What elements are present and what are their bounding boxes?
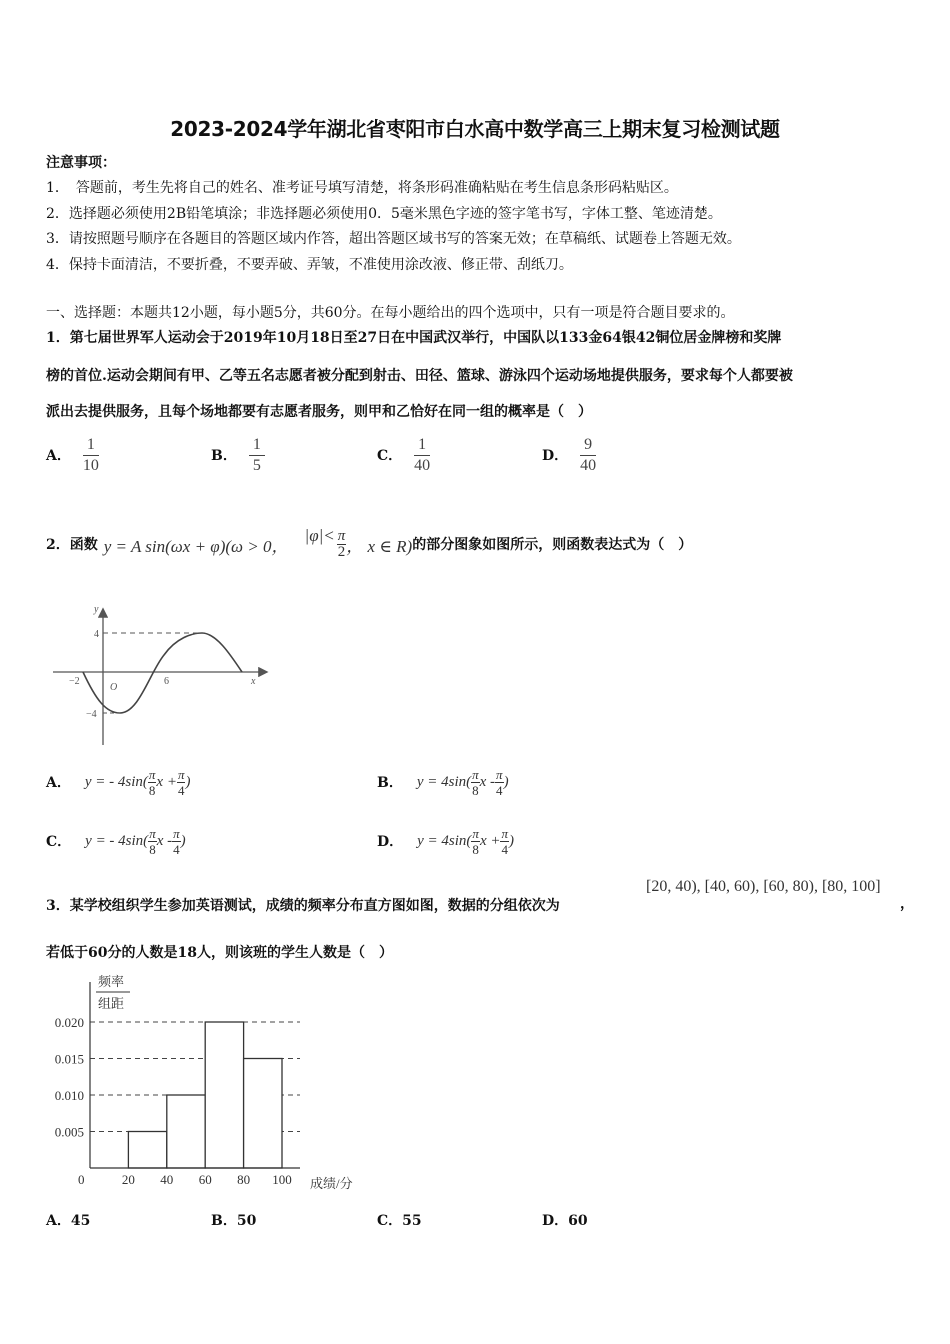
q2-option-c[interactable]: C． y = - 4sin( $\frac{\pi}{8}$ x - $\frac{\pi}{4}$ ): [46, 825, 186, 857]
q3-option-d[interactable]: D．60: [542, 1213, 588, 1229]
option-label: C．: [46, 834, 72, 850]
option-label: A．: [46, 448, 71, 464]
histogram-bar: [128, 1132, 166, 1169]
q2-option-d[interactable]: D． y = 4sin( $\frac{\pi}{8}$ x + $\frac{\pi}{4}$ ): [377, 825, 514, 857]
q3-option-b[interactable]: B．50: [211, 1213, 257, 1229]
q2-condition: |φ|<: [304, 526, 335, 545]
q1-text-line: 派出去提供服务，且每个场地都要有志愿者服务，则甲和乙恰好在同一组的概率是（ ）: [46, 404, 592, 420]
y-axis-label-bottom: 组距: [98, 996, 125, 1011]
fraction: $\frac{\pi}{4}$: [173, 825, 180, 857]
q1-option-a[interactable]: [46, 436, 99, 475]
q1-text-line: 1．第七届世界军人运动会于2019年10月18日至27日在中国武汉举行，中国队以133金64银42铜位居金牌榜和奖牌: [46, 330, 782, 346]
q1-option-c[interactable]: [377, 436, 430, 475]
y-tick-label: 0.020: [54, 1015, 84, 1030]
y-axis-label-top: 频率: [98, 974, 125, 989]
fraction: $\frac{\pi}{8}$: [472, 825, 479, 857]
fraction: $\frac{\pi}{8}$: [149, 825, 156, 857]
x-tick-label: 100: [272, 1172, 292, 1187]
notice-item: 4．保持卡面清洁，不要折叠，不要弄破、弄皱，不准使用涂改液、修正带、刮纸刀。: [46, 257, 573, 273]
tick-label: −4: [86, 709, 97, 720]
x-axis-label: 成绩/分: [310, 1176, 353, 1191]
option-label: D．: [377, 834, 404, 850]
tick-label: 4: [94, 629, 99, 640]
fraction: $\frac{\pi}{4}$: [177, 766, 185, 798]
section-heading: 一、选择题：本题共12小题，每小题5分，共60分。在每小题给出的四个选项中，只有一项是符合题目要求的。: [46, 305, 735, 321]
histogram-bar: [167, 1095, 205, 1168]
q2-option-a[interactable]: A． y = - 4sin( $\frac{\pi}{8}$ x + $\frac{\pi}{4}$ ): [46, 766, 191, 798]
histogram-bar: [244, 1059, 282, 1169]
y-axis-label: y: [94, 604, 99, 615]
q3-text-line: 3．某学校组织学生参加英语测试，成绩的频率分布直方图如图，数据的分组依次为: [46, 898, 560, 914]
x-tick-label: 40: [160, 1172, 174, 1187]
fraction: $\frac{1}{40}$: [414, 436, 431, 474]
x-tick-label: 20: [121, 1172, 135, 1187]
origin-label: O: [110, 682, 118, 693]
q3-text-line: 若低于60分的人数是18人，则该班的学生人数是（ ）: [46, 945, 393, 961]
tick-label: 6: [164, 676, 169, 687]
q3-option-c[interactable]: C．55: [377, 1213, 422, 1229]
fraction: $\frac{\pi}{8}$: [148, 766, 156, 798]
q3-comma: ，: [900, 896, 914, 912]
sine-curve: [83, 633, 242, 713]
fraction: $\frac{\pi}{2}$: [337, 527, 346, 560]
origin-label: 0: [78, 1172, 85, 1187]
q2-formula: y = A sin(ωx + φ)(ω > 0，: [103, 536, 289, 556]
q3-option-a[interactable]: A．45: [46, 1213, 91, 1229]
option-label: D．: [542, 448, 569, 464]
fraction: $\frac{\pi}{8}$: [472, 766, 479, 798]
q3-intervals: [20, 40), [40, 60), [60, 80), [80, 100]: [646, 878, 881, 895]
x-axis-label: x: [251, 676, 256, 687]
tick-label: −2: [69, 676, 80, 687]
q1-option-d[interactable]: [542, 436, 596, 475]
q1-option-b[interactable]: [211, 436, 265, 475]
option-label: C．: [377, 448, 403, 464]
q2-sine-graph: [46, 600, 276, 750]
histogram-bar: [205, 1022, 243, 1168]
x-tick-label: 60: [198, 1172, 212, 1187]
notice-item: 3．请按照题号顺序在各题目的答题区域内作答，超出答题区域书写的答案无效；在草稿纸、试题卷上答题无效。: [46, 231, 741, 247]
fraction: $\frac{\pi}{4}$: [496, 766, 503, 798]
notice-item: 2．选择题必须使用2B铅笔填涂；非选择题必须使用0．5毫米黑色字迹的签字笔书写，字体工整、笔迹清楚。: [46, 206, 722, 222]
fraction: $\frac{9}{40}$: [580, 436, 597, 474]
fraction: $\frac{\pi}{4}$: [501, 825, 508, 857]
histogram: [0, 970, 380, 1200]
y-tick-label: 0.015: [54, 1051, 84, 1067]
option-label: B．: [377, 775, 403, 791]
y-tick-label: 0.005: [54, 1124, 84, 1140]
notice-item: 1． 答题前，考生先将自己的姓名、准考证号填写清楚，将条形码准确粘贴在考生信息条形码粘贴区。: [46, 180, 678, 196]
q1-text-line: 榜的首位.运动会期间有甲、乙等五名志愿者被分配到射击、田径、篮球、游泳四个运动场地提供服务，要求每个人都要被: [46, 368, 793, 384]
fraction: $\frac{1}{5}$: [249, 436, 265, 475]
q2-option-b[interactable]: B． y = 4sin( $\frac{\pi}{8}$ x - $\frac{\pi}{4}$ ): [377, 766, 509, 798]
q2-stem: 2．函数 y = A sin(ωx + φ)(ω > 0， |φ|< $\frac{\pi}{2}$ ， x ∈ R) 的部分图象如图所示，则函数表达式为（ ）: [46, 526, 693, 560]
y-tick-label: 0.010: [54, 1088, 84, 1103]
option-label: A．: [46, 775, 71, 791]
x-tick-label: 80: [237, 1172, 251, 1187]
page-title: 2023-2024学年湖北省枣阳市白水高中数学高三上期末复习检测试题: [170, 117, 780, 141]
option-label: B．: [211, 448, 237, 464]
notice-heading: 注意事项：: [46, 155, 116, 171]
fraction: $\frac{1}{10}$: [82, 436, 99, 474]
